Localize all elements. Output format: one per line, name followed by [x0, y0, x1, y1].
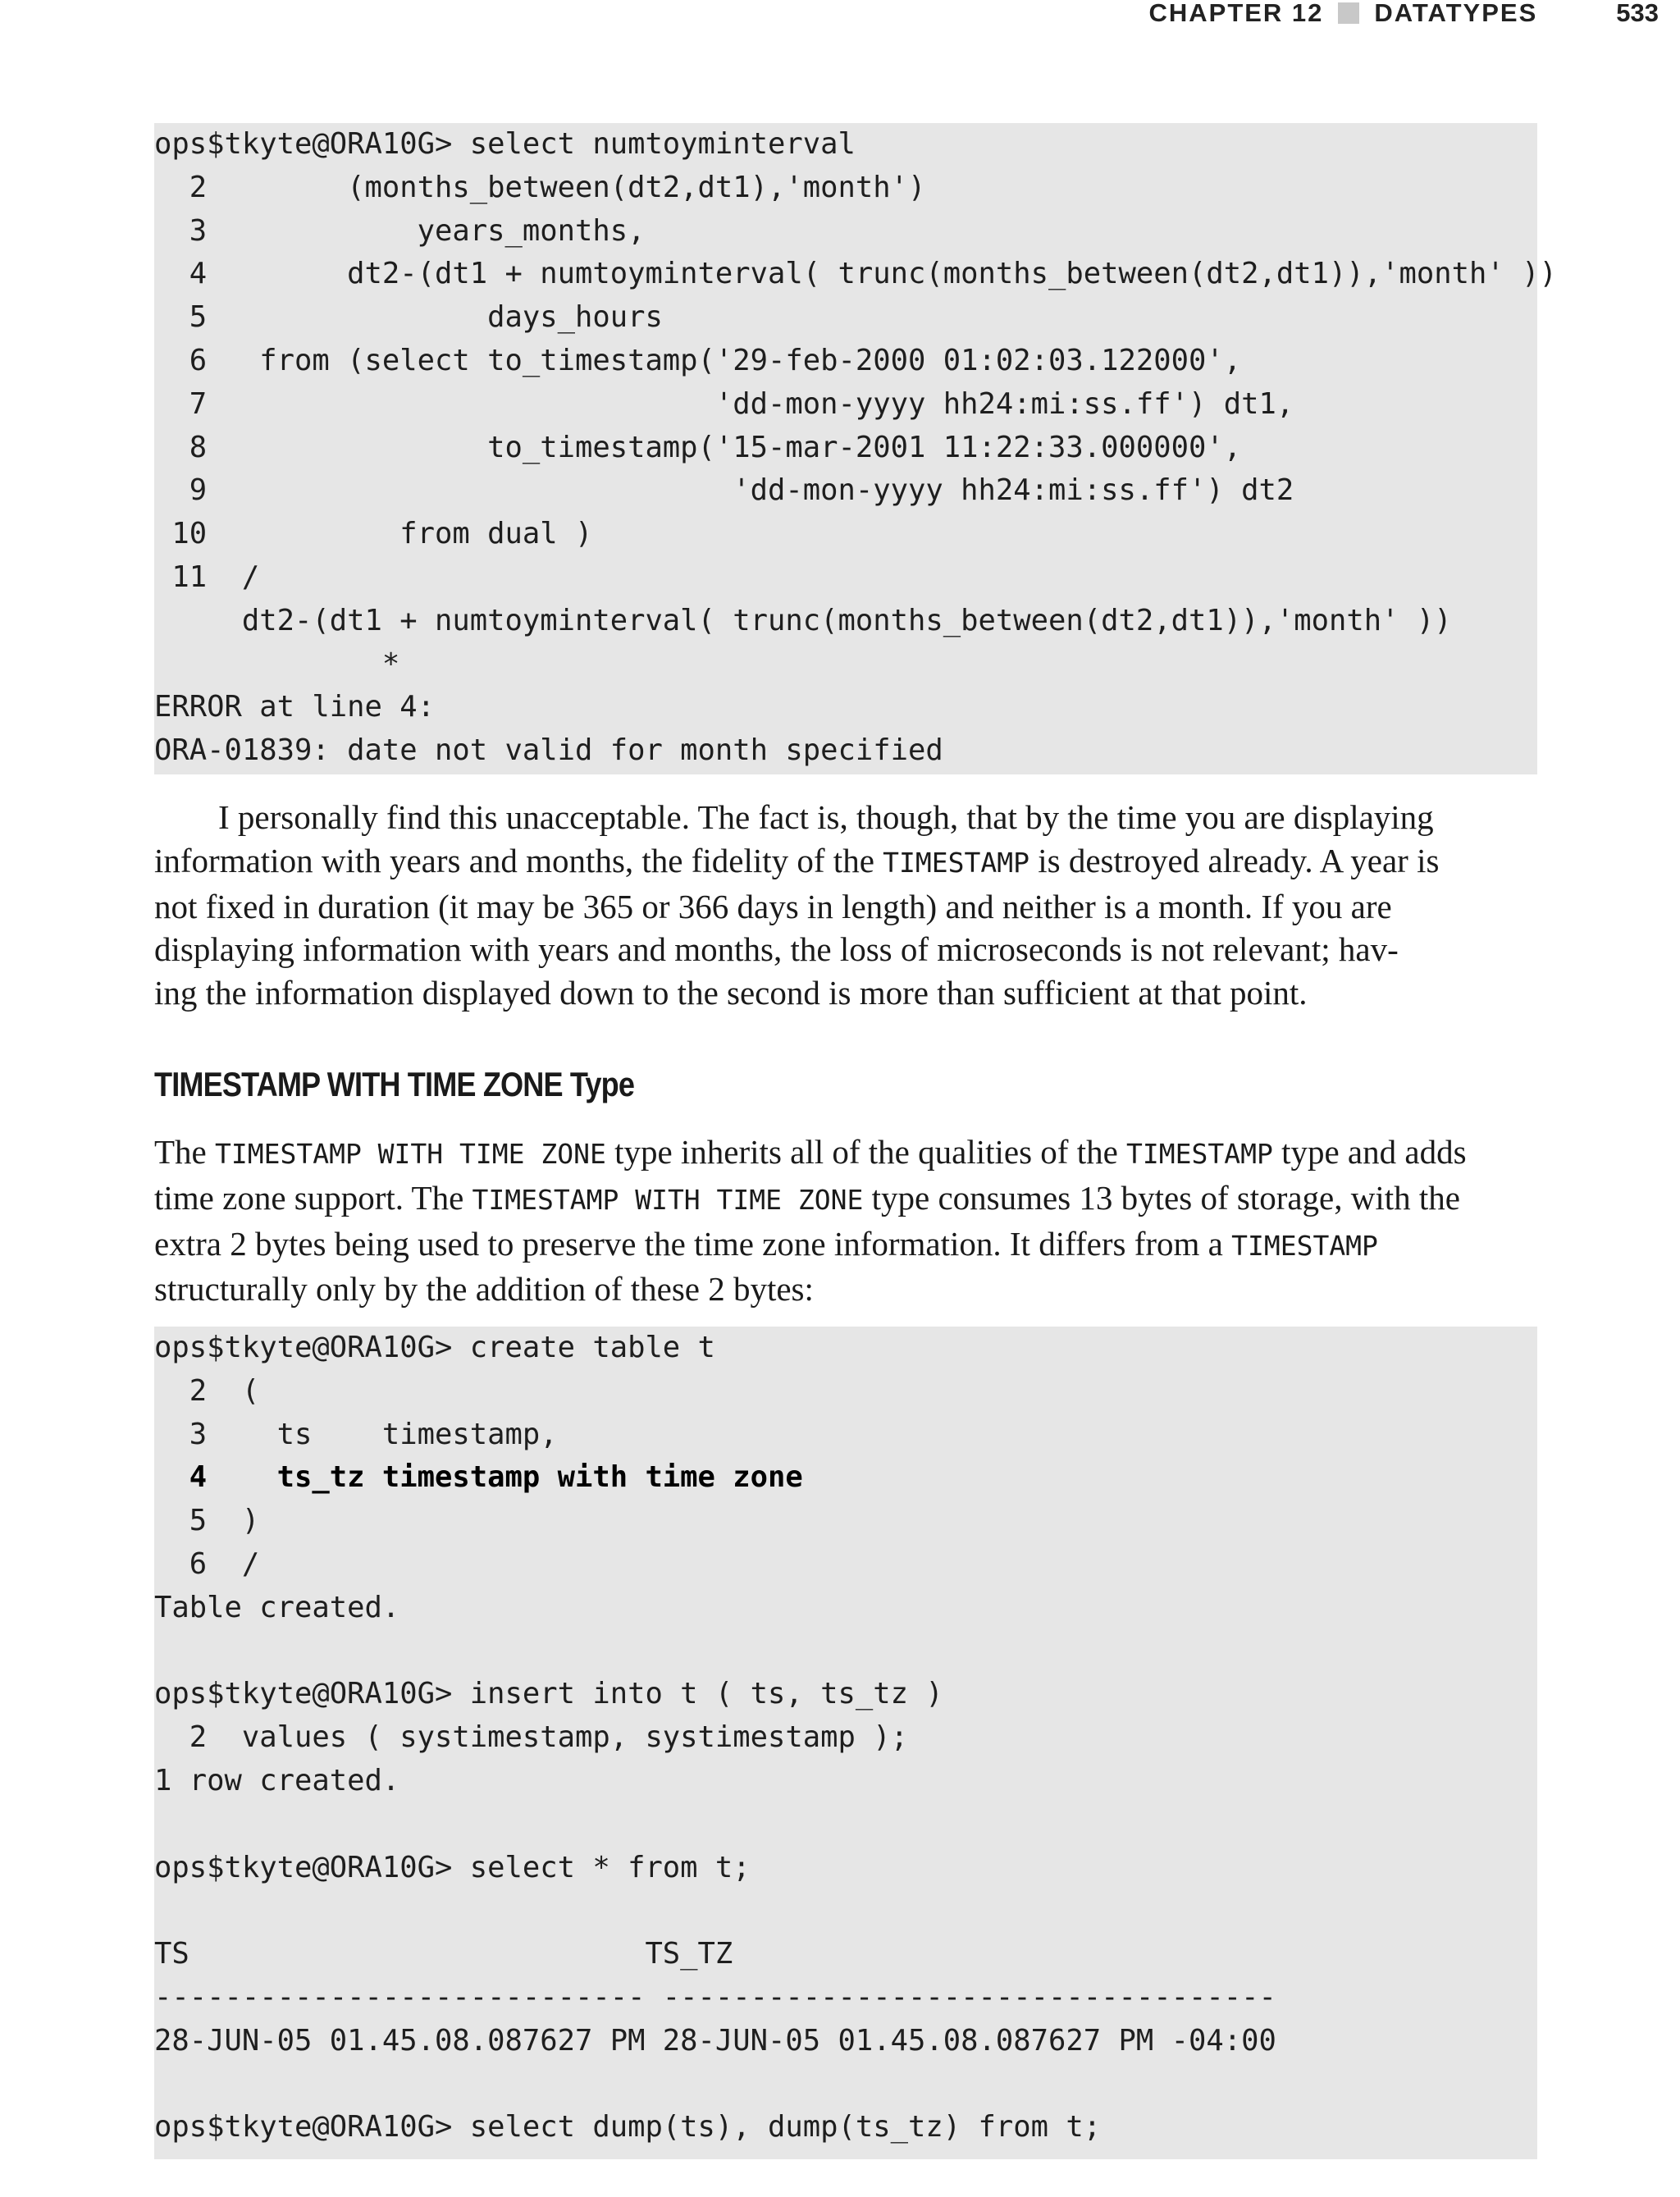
inline-code: TIMESTAMP — [1126, 1138, 1273, 1170]
section-heading: TIMESTAMP WITH TIME ZONE Type — [154, 1065, 635, 1103]
code-line: 5 days_hours — [154, 300, 663, 335]
code-line: 5 ) — [154, 1504, 260, 1538]
text-line: information with years and months, the fidelity of the TIMESTAMP is destroyed already. A year is — [154, 841, 1440, 879]
code-line: 3 years_months, — [154, 213, 646, 248]
code-line — [154, 1630, 1537, 1674]
chapter-label: CHAPTER 12 — [1148, 0, 1324, 27]
code-line: 6 from (select to_timestamp('29-feb-2000 01:02:03.122000', — [154, 343, 1242, 377]
code-line: 2 ( — [154, 1373, 260, 1408]
code-line: 6 / — [154, 1546, 260, 1581]
text-line: I personally find this unacceptable. The fact is, though, that by the time you are displaying — [218, 798, 1434, 836]
text-line: displaying information with years and months, the loss of microseconds is not relevant; hav- — [154, 930, 1399, 969]
page-number: 533 — [1616, 0, 1659, 27]
code-line: 4 dt2-(dt1 + numtoyminterval( trunc(months_between(dt2,dt1)),'month' )) — [154, 257, 1557, 291]
code-line — [154, 2063, 1537, 2107]
code-line: ORA-01839: date not valid for month specified — [154, 733, 943, 768]
code-line: ERROR at line 4: — [154, 690, 435, 724]
code-line-highlighted: 4 ts_tz timestamp with time zone — [154, 1460, 803, 1495]
code-line: 10 from dual ) — [154, 517, 593, 551]
section-label: DATATYPES — [1374, 0, 1538, 27]
inline-code: TIMESTAMP — [1231, 1229, 1378, 1262]
code-block-numtoyminterval — [154, 123, 1557, 774]
code-line: 8 to_timestamp('15-mar-2001 11:22:33.000000', — [154, 430, 1242, 464]
text-line: extra 2 bytes being used to preserve the time zone information. It differs from a TIMESTAMP — [154, 1224, 1378, 1263]
text-line: structurally only by the addition of these 2 bytes: — [154, 1270, 814, 1309]
text-line: not fixed in duration (it may be 365 or 366 days in length) and neither is a month. If you are — [154, 887, 1392, 925]
code-line: ops$tkyte@ORA10G> select numtoyminterval — [154, 127, 856, 161]
code-line: 2 values ( systimestamp, systimestamp ); — [154, 1720, 909, 1755]
running-header — [1148, 0, 1659, 26]
paragraph-timestamp-with-time-zone — [154, 1130, 1537, 1311]
code-line: 11 / — [154, 560, 260, 594]
inline-code: TIMESTAMP — [883, 846, 1029, 879]
text-line: The TIMESTAMP WITH TIME ZONE type inherits all of the qualities of the TIMESTAMP type and adds — [154, 1133, 1467, 1171]
code-line: 28-JUN-05 01.45.08.087627 PM 28-JUN-05 01.45.08.087627 PM -04:00 — [154, 2023, 1276, 2058]
code-line: 2 (months_between(dt2,dt1),'month') — [154, 170, 926, 204]
code-line — [154, 1803, 1537, 1847]
inline-code: TIMESTAMP WITH TIME ZONE — [472, 1183, 864, 1216]
text-line: ing the information displayed down to the second is more than sufficient at that point. — [154, 974, 1308, 1012]
code-line: Table created. — [154, 1590, 400, 1624]
code-line: ops$tkyte@ORA10G> create table t — [154, 1331, 715, 1364]
code-line: 7 'dd-mon-yyyy hh24:mi:ss.ff') dt1, — [154, 386, 1294, 421]
code-line: 9 'dd-mon-yyyy hh24:mi:ss.ff') dt2 — [154, 473, 1294, 508]
code-line: ---------------------------- ----------------------------------- — [154, 1980, 1276, 2014]
code-line: 1 row created. — [154, 1763, 400, 1797]
inline-code: TIMESTAMP WITH TIME ZONE — [215, 1138, 606, 1170]
code-block-create-table-t — [154, 1327, 1537, 2159]
code-line: * — [154, 646, 400, 681]
text-line: time zone support. The TIMESTAMP WITH TIME ZONE type consumes 13 bytes of storage, with the — [154, 1178, 1460, 1217]
paragraph-timestamp-fidelity — [154, 796, 1537, 1015]
code-line — [154, 1889, 1537, 1933]
code-line: 3 ts timestamp, — [154, 1417, 558, 1451]
code-line: ops$tkyte@ORA10G> select * from t; — [154, 1850, 751, 1884]
code-line: ops$tkyte@ORA10G> select dump(ts), dump(ts_tz) from t; — [154, 2110, 1102, 2144]
code-line: dt2-(dt1 + numtoyminterval( trunc(months_between(dt2,dt1)),'month' )) — [154, 603, 1452, 637]
code-line: TS TS_TZ — [154, 1937, 733, 1971]
header-separator-square-icon — [1338, 2, 1359, 24]
code-line: ops$tkyte@ORA10G> insert into t ( ts, ts_tz ) — [154, 1677, 943, 1711]
